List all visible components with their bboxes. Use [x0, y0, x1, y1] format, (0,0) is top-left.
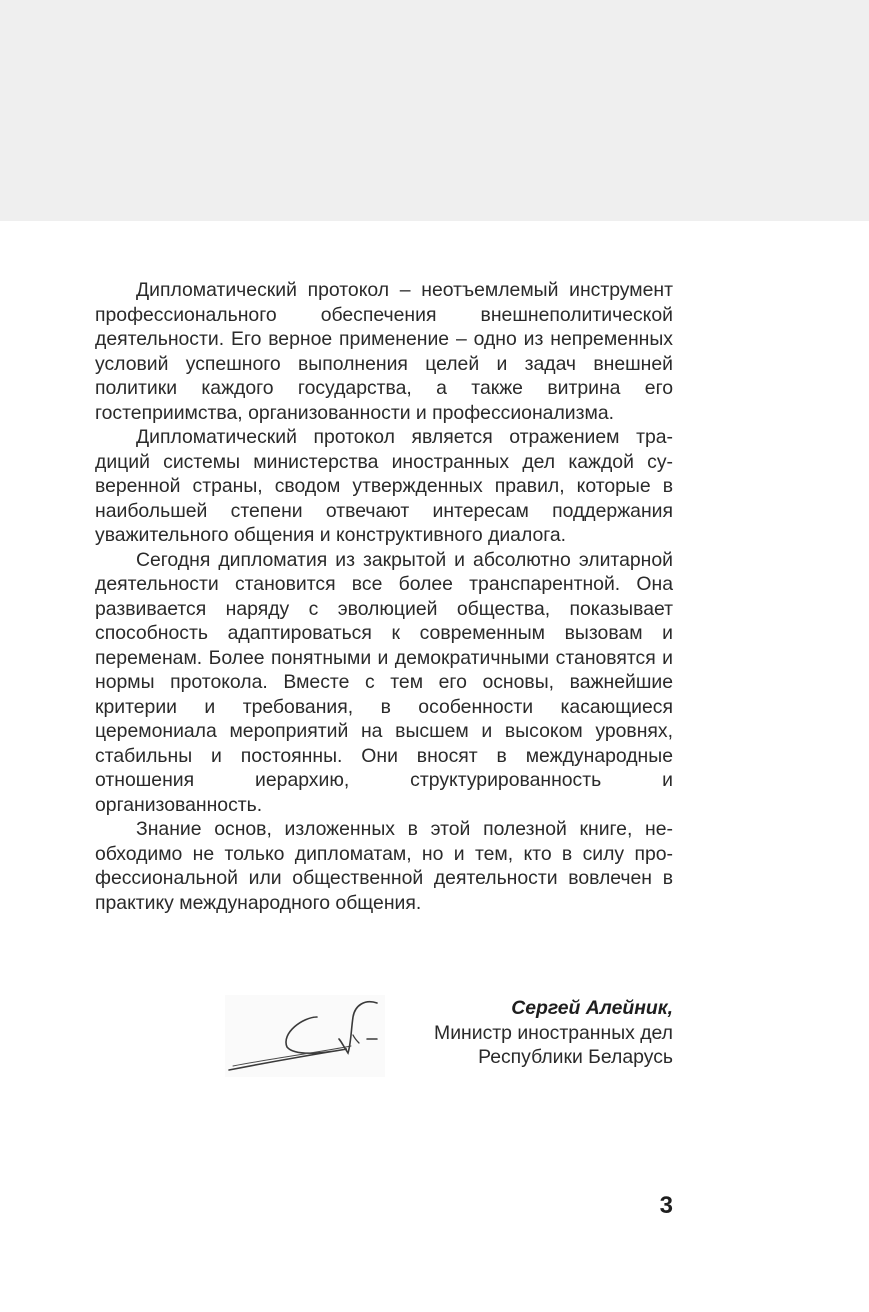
header-band [0, 0, 869, 221]
paragraph-4: Знание основ, изложенных в этой полезной книге, необходимо не только дипломатам, но и тем, кто в силу профессиональной или общественной деятельности вовлечен в практику международного общения. [95, 818, 673, 914]
body-text [95, 278, 673, 915]
signature-image [225, 995, 385, 1077]
author-position: Министр иностранных дел [434, 1021, 673, 1044]
paragraph-1: Дипломатический протокол – неотъемлемый инструмент профессионального обеспечения внешнеполитической деятельности. Его верное применение – одно из непременных условий успешного выполнения целей и задач внешней политики каждого государства, а также витрина его гостеприимства, организованности и профессионализма. [95, 279, 673, 424]
author-name: Сергей Алейник, [511, 997, 673, 1019]
page-number: 3 [659, 1192, 673, 1219]
author-signature-block [434, 996, 673, 1070]
paragraph-2: Дипломатический протокол является отражением традиций системы министерства иностранных дел каждой суверенной страны, сводом утвержденных правил, которые в наибольшей степени отвечают интересам поддержания уважительного общения и конструктивного диалога. [95, 426, 673, 546]
paragraph-3: Сегодня дипломатия из закрытой и абсолютно элитарной деятельности становится все более транспарентной. Она развивается наряду с эволюцией общества, показывает способность адаптироваться к современным вызовам и переменам. Более понятными и демократичными становятся и нормы протокола. Вместе с тем его основы, важнейшие критерии и требования, в особенности касающиеся церемониала мероприятий на высшем и высоком уровнях, стабильны и постоянны. Они вносят в международные отношения иерархию, структурированность и организованность. [95, 548, 673, 816]
author-country: Республики Беларусь [478, 1046, 673, 1068]
